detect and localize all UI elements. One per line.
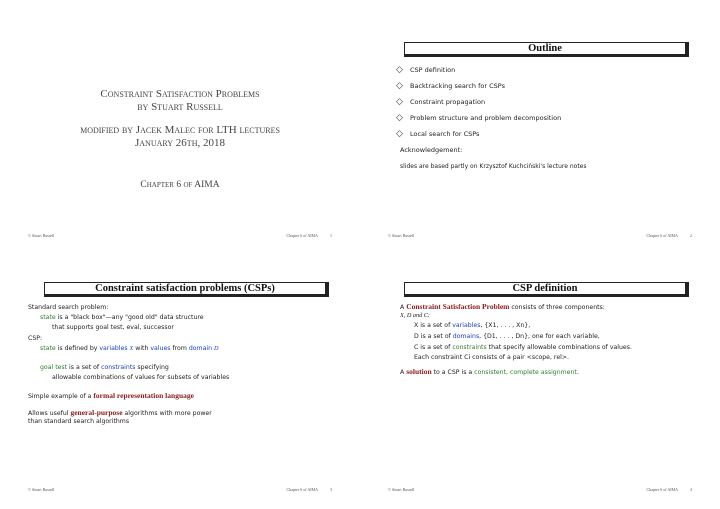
slide-footer bbox=[360, 233, 720, 243]
slide-title: CSP definition bbox=[404, 282, 689, 297]
allowable-line: allowable combinations of values for subsets of variables bbox=[52, 374, 230, 381]
slide-1 bbox=[0, 0, 360, 254]
standard-search-label: Standard search problem: bbox=[28, 304, 109, 311]
solution-line: A solution to a CSP is a consistent, complete assignment. bbox=[400, 367, 579, 376]
diamond-bullet-icon: ◇ bbox=[396, 113, 403, 123]
footer-page-number: 4 bbox=[690, 487, 692, 492]
footer-chapter: Chapter 6 of AIMA bbox=[286, 233, 318, 238]
acknowledgement-label: Acknowledgement: bbox=[400, 146, 463, 154]
slide-footer bbox=[360, 487, 720, 497]
simple-example-line: Simple example of a formal representation language bbox=[28, 391, 194, 400]
footer-copyright: © Stuart Russell bbox=[28, 487, 55, 492]
constraints-line: C is a set of constraints that specify allowable combinations of values. bbox=[414, 344, 632, 351]
slide-2 bbox=[360, 0, 720, 254]
deck-title: Constraint Satisfaction Problems bbox=[100, 88, 260, 100]
variables-line: X is a set of variables, {X1, . . . , Xn}, bbox=[414, 322, 531, 329]
csp-intro-line: A Constraint Satisfaction Problem consists of three components: bbox=[400, 302, 605, 311]
acknowledgement-text: slides are based partly on Krzysztof Kuchciński's lecture notes bbox=[400, 163, 587, 170]
domains-line: D is a set of domains, {D1, . . . , Dn}, one for each variable, bbox=[414, 333, 600, 340]
deck-date: January 26th, 2018 bbox=[135, 137, 225, 149]
footer-copyright: © Stuart Russell bbox=[28, 233, 55, 238]
footer-page-number: 2 bbox=[690, 233, 692, 238]
outline-list bbox=[396, 62, 561, 142]
diamond-bullet-icon: ◇ bbox=[396, 65, 403, 75]
diamond-bullet-icon: ◇ bbox=[396, 129, 403, 139]
csp-label: CSP: bbox=[28, 335, 43, 342]
list-item: ◇ Problem structure and problem decomposition bbox=[396, 113, 562, 123]
footer-chapter: Chapter 6 of AIMA bbox=[286, 487, 318, 492]
list-item: ◇ CSP definition bbox=[396, 65, 456, 75]
deck-modifier: modified by Jacek Malec for LTH lectures bbox=[80, 124, 280, 136]
list-item: ◇ Local search for CSPs bbox=[396, 129, 480, 139]
than-line: than standard search algorithms bbox=[28, 418, 130, 425]
diamond-bullet-icon: ◇ bbox=[396, 81, 403, 91]
goal-test-line: goal test is a set of constraints specifying bbox=[40, 364, 169, 371]
footer-page-number: 3 bbox=[330, 487, 332, 492]
state-description: state is a "black box"—any "good old" data structure bbox=[40, 314, 204, 321]
footer-chapter: Chapter 6 of AIMA bbox=[646, 487, 678, 492]
footer-copyright: © Stuart Russell bbox=[388, 487, 415, 492]
deck-chapter: Chapter 6 of AIMA bbox=[140, 180, 220, 190]
diamond-bullet-icon: ◇ bbox=[396, 97, 403, 107]
list-item: ◇ Backtracking search for CSPs bbox=[396, 81, 505, 91]
footer-copyright: © Stuart Russell bbox=[388, 233, 415, 238]
slide-title: Constraint satisfaction problems (CSPs) bbox=[44, 282, 329, 297]
slide-footer bbox=[0, 233, 360, 243]
slide-4 bbox=[360, 254, 720, 508]
list-item: ◇ Constraint propagation bbox=[396, 97, 486, 107]
components-line: X, D and C: bbox=[400, 312, 430, 319]
footer-page-number: 1 bbox=[330, 233, 332, 238]
footer-chapter: Chapter 6 of AIMA bbox=[646, 233, 678, 238]
slide-title: Outline bbox=[404, 42, 689, 57]
deck-author: by Stuart Russell bbox=[137, 101, 223, 113]
slide-3 bbox=[0, 254, 360, 508]
supports-line: that supports goal test, eval, successor bbox=[52, 324, 174, 331]
constraint-pair-line: Each constraint Ci consists of a pair <scope, rel>. bbox=[414, 354, 570, 361]
slide-footer bbox=[0, 487, 360, 497]
csp-state-line: state is defined by variables X with values from domain D bbox=[40, 345, 219, 352]
allows-line: Allows useful general-purpose algorithms with more power bbox=[28, 408, 212, 417]
